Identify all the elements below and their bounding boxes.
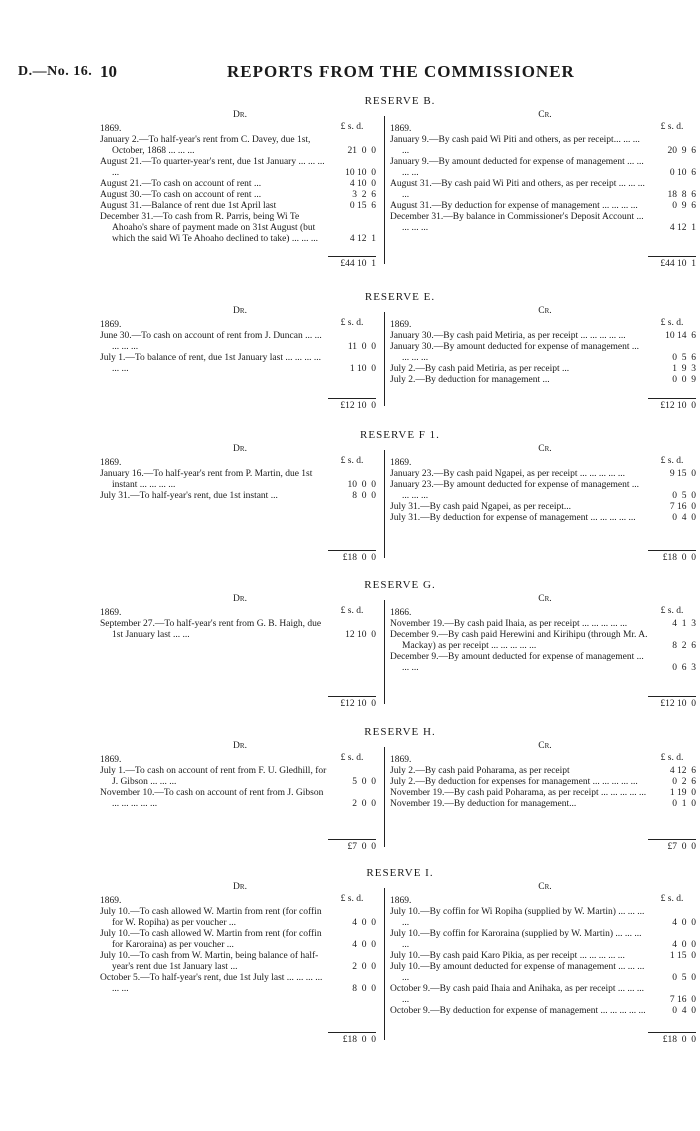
entry-amount: 1 9 3 xyxy=(672,364,696,374)
entry-amount: 10 10 0 xyxy=(345,168,376,178)
dr-column xyxy=(100,882,380,1045)
entry-description: July 1.—To cash on account of rent from F. U. Gledhill, for J. Gibson ... ... ... xyxy=(100,766,327,787)
entry-amount: 0 5 6 xyxy=(672,353,696,363)
entry-year: 1869. xyxy=(390,124,412,134)
entry-amount: 20 9 6 xyxy=(667,146,696,156)
entry-amount: 10 14 6 xyxy=(665,331,696,341)
entry-description: August 21.—To quarter-year's rent, due 1st January ... ... ... ... xyxy=(100,157,325,178)
reserve-block xyxy=(100,292,700,414)
money-column-heading: £ s. d. xyxy=(660,894,684,904)
ledger-entry xyxy=(390,984,700,1006)
entry-amount: 2 0 0 xyxy=(352,799,376,809)
cr-heading: Cr. xyxy=(538,444,552,454)
entry-description: July 1.—To balance of rent, due 1st January last ... ... ... ... ... ... xyxy=(100,353,321,374)
entry-amount: 4 0 0 xyxy=(672,940,696,950)
reserve-block xyxy=(100,580,700,712)
column-divider xyxy=(384,888,385,1040)
reserve-title: RESERVE G. xyxy=(364,579,436,591)
entry-amount: 2 0 0 xyxy=(352,962,376,972)
ledger-entry xyxy=(390,513,700,524)
entry-description: July 10.—By cash paid Karo Pikia, as per receipt ... ... ... ... ... xyxy=(390,951,625,961)
entry-description: December 31.—By balance in Commissioner's Deposit Account ... ... ... ... xyxy=(390,212,644,233)
entry-description: July 2.—By cash paid Metiria, as per receipt ... xyxy=(390,364,570,374)
ledger-entry xyxy=(100,973,380,995)
reserve-block xyxy=(100,430,700,566)
money-column-heading: £ s. d. xyxy=(660,753,684,763)
entry-description: August 31.—Balance of rent due 1st April last xyxy=(100,201,277,211)
page-number: 10 xyxy=(100,62,117,81)
reserve-total: £12 10 0 xyxy=(660,401,696,411)
reserve-title: RESERVE F 1. xyxy=(360,429,440,441)
reserve-total: £18 0 0 xyxy=(342,553,376,563)
reserve-title: RESERVE I. xyxy=(366,867,434,879)
cr-heading: Cr. xyxy=(538,741,552,751)
total-rule xyxy=(328,839,376,840)
total-rule xyxy=(328,696,376,697)
ledger-entry xyxy=(390,364,700,375)
cr-heading: Cr. xyxy=(538,306,552,316)
ledger-entry xyxy=(390,766,700,777)
entry-year: 1869. xyxy=(390,320,412,330)
entry-year: 1866. xyxy=(390,608,412,618)
ledger-entry xyxy=(100,212,380,245)
ledger-entry xyxy=(390,962,700,984)
money-column-heading: £ s. d. xyxy=(660,318,684,328)
ledger-entry xyxy=(390,951,700,962)
entry-amount: 1 19 0 xyxy=(669,788,696,798)
ledger-entry xyxy=(100,179,380,190)
entry-description: October 5.—To half-year's rent, due 1st July last ... ... ... ... ... ... xyxy=(100,973,323,994)
money-column-heading: £ s. d. xyxy=(660,122,684,132)
total-rule xyxy=(648,839,696,840)
ledger-entry xyxy=(390,799,700,810)
reserve-total: £12 10 0 xyxy=(340,699,376,709)
entry-description: July 10.—By coffin for Karoraina (supplied by W. Martin) ... ... ... ... xyxy=(390,929,642,950)
document-number: D.—No. 16. xyxy=(18,64,93,79)
entry-amount: 10 0 0 xyxy=(347,480,376,490)
money-column-heading: £ s. d. xyxy=(660,606,684,616)
entry-description: July 2.—By deduction for expenses for management ... ... ... ... ... xyxy=(390,777,638,787)
entry-amount: 18 8 6 xyxy=(667,190,696,200)
entry-description: August 21.—To cash on account of rent ... xyxy=(100,179,262,189)
total-rule xyxy=(648,398,696,399)
reserve-total: £18 0 0 xyxy=(342,1035,376,1045)
entry-amount: 8 0 0 xyxy=(352,491,376,501)
money-column-heading: £ s. d. xyxy=(340,122,364,132)
entry-description: July 2.—By cash paid Poharama, as per receipt xyxy=(390,766,570,776)
ledger-entry xyxy=(100,331,380,353)
entry-amount: 7 16 0 xyxy=(669,995,696,1005)
entry-description: December 9.—By cash paid Herewini and Kirihipu (through Mr. A. Mackay) as per receipt ... ... ... ... ... xyxy=(390,630,648,651)
ledger-entry xyxy=(100,907,380,929)
entry-description: July 10.—By coffin for Wi Ropiha (supplied by W. Martin) ... ... ... ... xyxy=(390,907,645,928)
entry-amount: 11 0 0 xyxy=(347,342,376,352)
entry-description: July 10.—By amount deducted for expense of management ... ... ... ... xyxy=(390,962,645,983)
entry-year: 1869. xyxy=(100,124,122,134)
total-rule xyxy=(648,550,696,551)
cr-heading: Cr. xyxy=(538,110,552,120)
entry-year: 1869. xyxy=(100,458,122,468)
entry-description: January 9.—By amount deducted for expense of management ... ... ... ... xyxy=(390,157,644,178)
entry-amount: 0 2 6 xyxy=(672,777,696,787)
entry-amount: 0 15 6 xyxy=(349,201,376,211)
dr-heading: Dr. xyxy=(233,882,247,892)
entry-amount: 4 0 0 xyxy=(352,940,376,950)
ledger-entry xyxy=(390,619,700,630)
cr-column xyxy=(390,741,700,852)
entry-description: November 19.—By cash paid Poharama, as per receipt ... ... ... ... ... xyxy=(390,788,647,798)
reserve-total: £7 0 0 xyxy=(667,842,696,852)
entry-amount: 0 4 0 xyxy=(672,1006,696,1016)
entry-amount: 0 1 0 xyxy=(672,799,696,809)
column-divider xyxy=(384,747,385,847)
reserve-total: £12 10 0 xyxy=(660,699,696,709)
total-rule xyxy=(648,256,696,257)
entry-description: January 30.—By cash paid Metiria, as per receipt ... ... ... ... ... xyxy=(390,331,626,341)
ledger-entry xyxy=(100,469,380,491)
entry-amount: 4 12 6 xyxy=(669,766,696,776)
money-column-heading: £ s. d. xyxy=(340,753,364,763)
dr-column xyxy=(100,594,380,709)
entry-description: September 27.—To half-year's rent from G. B. Haigh, due 1st January last ... ... xyxy=(100,619,322,640)
dr-heading: Dr. xyxy=(233,444,247,454)
total-rule xyxy=(648,696,696,697)
dr-column xyxy=(100,444,380,563)
entry-description: July 31.—By cash paid Ngapei, as per receipt... xyxy=(390,502,571,512)
entry-amount: 4 0 0 xyxy=(352,918,376,928)
page-header xyxy=(0,62,700,84)
reserve-total: £44 10 1 xyxy=(340,259,376,269)
entry-description: July 10.—To cash from W. Martin, being balance of half-year's rent due 1st January last ... xyxy=(100,951,319,972)
dr-column xyxy=(100,110,380,269)
entry-amount: 0 5 0 xyxy=(672,973,696,983)
reserve-total: £18 0 0 xyxy=(662,1035,696,1045)
entry-description: July 31.—To half-year's rent, due 1st instant ... xyxy=(100,491,278,501)
ledger-entry xyxy=(100,491,380,502)
ledger-entry xyxy=(390,135,700,157)
total-rule xyxy=(328,1032,376,1033)
total-rule xyxy=(328,256,376,257)
ledger-entry xyxy=(100,190,380,201)
ledger-entry xyxy=(390,331,700,342)
entry-amount: 12 10 0 xyxy=(345,630,376,640)
ledger-entry xyxy=(390,1006,700,1017)
entry-amount: 4 12 1 xyxy=(349,234,376,244)
reserve-title: RESERVE B. xyxy=(364,95,436,107)
dr-heading: Dr. xyxy=(233,741,247,751)
entry-amount: 8 0 0 xyxy=(352,984,376,994)
entry-amount: 4 10 0 xyxy=(349,179,376,189)
entry-year: 1869. xyxy=(390,755,412,765)
entry-amount: 5 0 0 xyxy=(352,777,376,787)
entry-amount: 4 1 3 xyxy=(672,619,696,629)
reserve-block xyxy=(100,727,700,855)
money-column-heading: £ s. d. xyxy=(340,456,364,466)
ledger-entry xyxy=(390,929,700,951)
money-column-heading: £ s. d. xyxy=(340,606,364,616)
entry-amount: 0 6 3 xyxy=(672,663,696,673)
entry-description: June 30.—To cash on account of rent from J. Duncan ... ... ... ... ... xyxy=(100,331,322,352)
dr-heading: Dr. xyxy=(233,110,247,120)
money-column-heading: £ s. d. xyxy=(340,318,364,328)
entry-description: December 31.—To cash from R. Parris, being Wi Te Ahoaho's share of payment made on 31st August (but which the said Wi Te Ahoaho declined to take) ... ... ... xyxy=(100,212,318,244)
ledger-entry xyxy=(100,766,380,788)
entry-amount: 21 0 0 xyxy=(347,146,376,156)
cr-column xyxy=(390,110,700,269)
entry-year: 1869. xyxy=(100,320,122,330)
entry-description: November 19.—By cash paid Ihaia, as per receipt ... ... ... ... ... xyxy=(390,619,628,629)
cr-column xyxy=(390,594,700,709)
reserve-title: RESERVE E. xyxy=(364,291,436,303)
ledger-entry xyxy=(100,157,380,179)
entry-description: July 10.—To cash allowed W. Martin from rent (for coffin for W. Ropiha) as per voucher ... xyxy=(100,907,322,928)
entry-year: 1869. xyxy=(100,755,122,765)
column-divider xyxy=(384,116,385,264)
reserve-total: £18 0 0 xyxy=(662,553,696,563)
ledger-entry xyxy=(100,788,380,810)
total-rule xyxy=(328,398,376,399)
entry-description: August 30.—To cash on account of rent ... xyxy=(100,190,262,200)
entry-year: 1869. xyxy=(390,896,412,906)
entry-amount: 1 10 0 xyxy=(349,364,376,374)
entry-description: November 19.—By deduction for management... xyxy=(390,799,577,809)
reserve-total: £7 0 0 xyxy=(347,842,376,852)
cr-heading: Cr. xyxy=(538,594,552,604)
entry-amount: 0 5 0 xyxy=(672,491,696,501)
ledger-entry xyxy=(100,201,380,212)
cr-column xyxy=(390,444,700,563)
column-divider xyxy=(384,450,385,558)
entry-amount: 8 2 6 xyxy=(672,641,696,651)
entry-description: January 16.—To half-year's rent from P. Martin, due 1st instant ... ... ... ... xyxy=(100,469,313,490)
entry-year: 1869. xyxy=(100,896,122,906)
ledger-entry xyxy=(390,469,700,480)
ledger-entry xyxy=(100,929,380,951)
reserve-total: £44 10 1 xyxy=(660,259,696,269)
entry-description: November 10.—To cash on account of rent from J. Gibson ... ... ... ... ... xyxy=(100,788,324,809)
ledger-entry xyxy=(390,179,700,201)
cr-column xyxy=(390,882,700,1045)
ledger-entry xyxy=(390,502,700,513)
cr-column xyxy=(390,306,700,411)
entry-amount: 3 2 6 xyxy=(352,190,376,200)
ledger-entry xyxy=(100,619,380,641)
cr-heading: Cr. xyxy=(538,882,552,892)
ledger-entry xyxy=(390,788,700,799)
entry-amount: 4 12 1 xyxy=(669,223,696,233)
entry-amount: 0 4 0 xyxy=(672,513,696,523)
entry-year: 1869. xyxy=(100,608,122,618)
total-rule xyxy=(648,1032,696,1033)
page-title: REPORTS FROM THE COMMISSIONER xyxy=(227,62,575,81)
entry-description: January 23.—By cash paid Ngapei, as per receipt ... ... ... ... ... xyxy=(390,469,626,479)
ledger-entry xyxy=(390,652,700,674)
entry-description: January 2.—To half-year's rent from C. Davey, due 1st, October, 1868 ... ... ... xyxy=(100,135,311,156)
entry-amount: 0 0 9 xyxy=(672,375,696,385)
entry-description: January 30.—By amount deducted for expense of management ... ... ... ... xyxy=(390,342,640,363)
entry-year: 1869. xyxy=(390,458,412,468)
entry-amount: 0 10 6 xyxy=(669,168,696,178)
entry-amount: 7 16 0 xyxy=(669,502,696,512)
reserve-block xyxy=(100,96,700,272)
ledger-entry xyxy=(390,777,700,788)
entry-description: October 9.—By cash paid Ihaia and Anihaka, as per receipt ... ... ... ... xyxy=(390,984,645,1005)
ledger-entry xyxy=(390,157,700,179)
entry-amount: 4 0 0 xyxy=(672,918,696,928)
entry-amount: 1 15 0 xyxy=(669,951,696,961)
ledger-entry xyxy=(390,375,700,386)
ledger-entry xyxy=(390,201,700,212)
entry-description: August 31.—By cash paid Wi Piti and others, as per receipt ... ... ... ... xyxy=(390,179,645,200)
ledger-entry xyxy=(390,907,700,929)
entry-description: October 9.—By deduction for expense of management ... ... ... ... ... xyxy=(390,1006,646,1016)
column-divider xyxy=(384,600,385,704)
dr-heading: Dr. xyxy=(233,306,247,316)
ledger-entry xyxy=(100,951,380,973)
dr-heading: Dr. xyxy=(233,594,247,604)
entry-description: August 31.—By deduction for expense of management ... ... ... ... xyxy=(390,201,638,211)
money-column-heading: £ s. d. xyxy=(660,456,684,466)
entry-description: January 9.—By cash paid Wi Piti and others, as per receipt... ... ... ... xyxy=(390,135,640,156)
reserve-block xyxy=(100,868,700,1048)
reserve-title: RESERVE H. xyxy=(364,726,436,738)
dr-column xyxy=(100,306,380,411)
entry-description: January 23.—By amount deducted for expense of management ... ... ... ... xyxy=(390,480,640,501)
dr-column xyxy=(100,741,380,852)
entry-description: July 2.—By deduction for management ... xyxy=(390,375,550,385)
entry-description: July 31.—By deduction for expense of management ... ... ... ... ... xyxy=(390,513,636,523)
money-column-heading: £ s. d. xyxy=(340,894,364,904)
ledger-entry xyxy=(390,342,700,364)
entry-description: July 10.—To cash allowed W. Martin from rent (for coffin for Karoraina) as per voucher ... xyxy=(100,929,322,950)
column-divider xyxy=(384,312,385,406)
entry-amount: 9 15 0 xyxy=(669,469,696,479)
entry-amount: 0 9 6 xyxy=(672,201,696,211)
ledger-entry xyxy=(390,630,700,652)
reserve-total: £12 10 0 xyxy=(340,401,376,411)
ledger-entry xyxy=(100,353,380,375)
ledger-entry xyxy=(390,212,700,234)
ledger-entry xyxy=(390,480,700,502)
entry-description: December 9.—By amount deducted for expense of management ... ... ... xyxy=(390,652,644,673)
total-rule xyxy=(328,550,376,551)
ledger-entry xyxy=(100,135,380,157)
